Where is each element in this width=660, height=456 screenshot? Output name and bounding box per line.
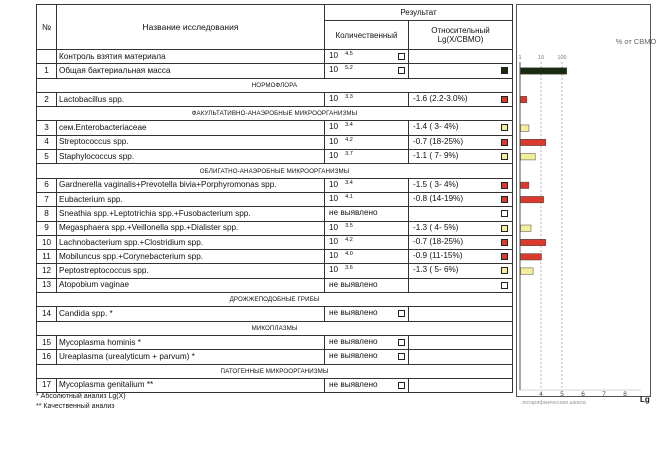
bottom-caption: логарифмическая шкала <box>522 400 586 406</box>
status-color-box <box>501 282 508 289</box>
quantity-value: не выявлено <box>329 208 378 218</box>
relative-cell <box>409 278 513 292</box>
quantity-value: не выявлено <box>329 279 378 289</box>
table-row <box>37 350 513 364</box>
row-number: 13 <box>37 278 57 292</box>
test-name: Mycoplasma genitalium ** <box>57 378 325 392</box>
test-name: Streptococcus spp. <box>57 135 325 149</box>
relative-cell <box>409 335 513 349</box>
relative-cell <box>409 121 513 135</box>
quantity-checkbox <box>398 67 405 74</box>
quantity-base: 10 <box>329 193 339 203</box>
relative-value: -1.4 ( 3- 4%) <box>413 122 459 132</box>
bar <box>521 139 546 145</box>
test-name: Peptostreptococcus spp. <box>57 264 325 278</box>
row-number: 17 <box>37 378 57 392</box>
table-row <box>37 235 513 249</box>
relative-value: -1.5 ( 3- 4%) <box>413 179 459 189</box>
test-name: Candida spp. * <box>57 307 325 321</box>
bar <box>521 154 536 160</box>
quantity-cell <box>325 192 409 206</box>
status-color-box <box>501 182 508 189</box>
relative-cell <box>409 207 513 221</box>
row-number: 2 <box>37 92 57 106</box>
quantity-cell <box>325 350 409 364</box>
quantity-cell <box>325 64 409 78</box>
section-row <box>37 321 513 335</box>
table-row <box>37 335 513 349</box>
test-name: Sneathia spp.+Leptotrichia spp.+Fusobacterium spp. <box>57 207 325 221</box>
header-name: Название исследования <box>57 5 325 50</box>
results-body <box>37 50 513 393</box>
row-number: 7 <box>37 192 57 206</box>
status-color-box <box>501 196 508 203</box>
footnote: ** Качественный анализ <box>36 403 115 410</box>
quantity-cell <box>325 378 409 392</box>
quantity-value <box>329 150 353 163</box>
row-number: 6 <box>37 178 57 192</box>
row-number: 4 <box>37 135 57 149</box>
bar <box>521 268 534 274</box>
table-row <box>37 50 513 64</box>
status-color-box <box>501 253 508 260</box>
test-name: Lachnobacterium spp.+Clostridium spp. <box>57 235 325 249</box>
test-name: Atopobium vaginae <box>57 278 325 292</box>
row-number: 1 <box>37 64 57 78</box>
bar <box>521 196 544 202</box>
status-color-box <box>501 267 508 274</box>
table-row <box>37 192 513 206</box>
quantity-base: 10 <box>329 151 339 161</box>
quantity-exponent: 4.5 <box>345 51 353 57</box>
relative-cell <box>409 221 513 235</box>
relative-cell <box>409 150 513 164</box>
row-number: 16 <box>37 350 57 364</box>
relative-value: -0.8 (14-19%) <box>413 193 464 203</box>
section-row <box>37 293 513 307</box>
section-title: ФАКУЛЬТАТИВНО-АНАЭРОБНЫЕ МИКРООРГАНИЗМЫ <box>37 107 513 121</box>
header-num: № <box>37 5 57 50</box>
status-color-box <box>501 210 508 217</box>
section-title: ПАТОГЕННЫЕ МИКРООРГАНИЗМЫ <box>37 364 513 378</box>
quantity-cell <box>325 178 409 192</box>
quantity-base: 10 <box>329 179 339 189</box>
relative-cell <box>409 250 513 264</box>
status-color-box <box>501 139 508 146</box>
status-color-box <box>501 153 508 160</box>
footnote: * Абсолютный анализ Lg(X) <box>36 393 126 400</box>
row-number: 10 <box>37 235 57 249</box>
bar <box>521 96 527 102</box>
header-relative-line2: Lg(X/СВМО) <box>437 35 484 44</box>
quantity-cell <box>325 250 409 264</box>
relative-value: -0.7 (18-25%) <box>413 136 464 146</box>
table-row <box>37 278 513 292</box>
quantity-base: 10 <box>329 222 339 232</box>
results-table-wrapper <box>36 4 513 393</box>
bar <box>521 125 529 131</box>
header-result: Результат <box>325 5 513 21</box>
quantity-cell <box>325 50 409 64</box>
quantity-base: 10 <box>329 251 339 261</box>
section-title: МИКОПЛАЗМЫ <box>37 321 513 335</box>
quantity-base: 10 <box>329 236 339 246</box>
relative-cell <box>409 50 513 64</box>
relative-cell <box>409 350 513 364</box>
quantity-checkbox <box>398 353 405 360</box>
quantity-base: 10 <box>329 122 339 132</box>
quantity-value <box>329 136 353 149</box>
quantity-value: не выявлено <box>329 379 378 389</box>
quantity-exponent: 4.2 <box>345 136 353 143</box>
bar <box>521 182 529 188</box>
quantity-cell <box>325 221 409 235</box>
test-name: Eubacterium spp. <box>57 192 325 206</box>
footnotes <box>36 392 126 412</box>
test-name: Ureaplasma (urealyticum + parvum) * <box>57 350 325 364</box>
quantity-value <box>329 222 353 235</box>
quantity-exponent: 3.7 <box>345 151 353 158</box>
relative-value: -1.1 ( 7- 9%) <box>413 151 459 161</box>
row-number: 5 <box>37 150 57 164</box>
quantity-cell <box>325 335 409 349</box>
bar <box>521 68 567 74</box>
row-number: 3 <box>37 121 57 135</box>
relative-cell <box>409 378 513 392</box>
table-row <box>37 207 513 221</box>
header-quantitative: Количественный <box>325 21 409 50</box>
quantity-exponent: 3.3 <box>345 93 353 100</box>
quantity-exponent: 3.5 <box>345 222 353 229</box>
quantity-base: 10 <box>329 51 339 60</box>
top-tick-label: 10 <box>537 55 545 61</box>
table-row <box>37 264 513 278</box>
relative-cell <box>409 92 513 106</box>
status-color-box <box>501 239 508 246</box>
section-title: ОБЛИГАТНО-АНАЭРОБНЫЕ МИКРООРГАНИЗМЫ <box>37 164 513 178</box>
bottom-tick-label: 6 <box>581 391 585 398</box>
results-table <box>36 4 513 393</box>
quantity-value: не выявлено <box>329 351 378 361</box>
table-row <box>37 121 513 135</box>
row-number: 9 <box>37 221 57 235</box>
relative-value: -1.3 ( 5- 6%) <box>413 265 459 275</box>
quantity-value <box>329 193 353 206</box>
quantity-value <box>329 93 353 106</box>
row-number: 11 <box>37 250 57 264</box>
quantity-exponent: 3.6 <box>345 265 353 272</box>
quantity-cell <box>325 264 409 278</box>
status-color-box <box>501 225 508 232</box>
status-color-box <box>501 96 508 103</box>
section-row <box>37 164 513 178</box>
quantity-checkbox <box>398 53 405 60</box>
section-title: ДРОЖЖЕПОДОБНЫЕ ГРИБЫ <box>37 293 513 307</box>
quantity-base: 10 <box>329 93 339 103</box>
quantity-cell <box>325 235 409 249</box>
bottom-tick-label: 8 <box>623 391 627 398</box>
test-name: Staphylococcus spp. <box>57 150 325 164</box>
relative-cell <box>409 135 513 149</box>
top-tick-label: 1 <box>518 55 522 61</box>
bottom-tick-label: 4 <box>539 391 543 398</box>
quantity-value <box>329 250 353 263</box>
quantity-base: 10 <box>329 65 339 75</box>
relative-cell <box>409 307 513 321</box>
quantity-value <box>329 236 353 249</box>
relative-cell <box>409 192 513 206</box>
relative-cell <box>409 264 513 278</box>
table-row <box>37 64 513 78</box>
quantity-exponent: 4.2 <box>345 236 353 243</box>
quantity-value <box>329 64 353 77</box>
table-row <box>37 150 513 164</box>
quantity-exponent: 3.4 <box>345 179 353 186</box>
row-number: 8 <box>37 207 57 221</box>
table-row <box>37 178 513 192</box>
relative-cell <box>409 178 513 192</box>
table-row <box>37 378 513 392</box>
quantity-value <box>329 50 353 63</box>
test-name: Mobiluncus spp.+Corynebacterium spp. <box>57 250 325 264</box>
bottom-tick-label: 7 <box>602 391 606 398</box>
table-row <box>37 135 513 149</box>
relative-value: -1.3 ( 4- 5%) <box>413 222 459 232</box>
quantity-cell <box>325 135 409 149</box>
test-name: Mycoplasma hominis * <box>57 335 325 349</box>
bar <box>521 239 546 245</box>
quantity-value <box>329 179 353 192</box>
relative-cell <box>409 235 513 249</box>
test-name: Lactobacillus spp. <box>57 92 325 106</box>
test-name: Общая бактериальная масса <box>57 64 325 78</box>
section-row <box>37 107 513 121</box>
quantity-cell <box>325 307 409 321</box>
relative-value: -0.7 (18-25%) <box>413 236 464 246</box>
quantity-exponent: 4.1 <box>345 193 353 200</box>
header-relative-line1: Относительный <box>431 26 490 35</box>
relative-value: -1.6 (2.2-3.0%) <box>413 93 468 103</box>
quantity-exponent: 5.2 <box>345 65 353 72</box>
status-color-box <box>501 124 508 131</box>
quantity-cell <box>325 278 409 292</box>
relative-value: -0.9 (11-15%) <box>413 251 463 261</box>
bottom-tick-label: 5 <box>560 391 564 398</box>
quantity-checkbox <box>398 382 405 389</box>
relative-cell <box>409 64 513 78</box>
row-number <box>37 50 57 64</box>
quantity-checkbox <box>398 310 405 317</box>
test-name: Megasphaera spp.+Veillonella spp.+Dialister spp. <box>57 221 325 235</box>
top-tick-label: 100 <box>557 55 567 61</box>
section-title: НОРМОФЛОРА <box>37 78 513 92</box>
bar <box>521 254 542 260</box>
quantity-value: не выявлено <box>329 336 378 346</box>
bar <box>521 225 532 231</box>
quantity-value <box>329 121 353 134</box>
quantity-cell <box>325 150 409 164</box>
test-name: сем.Enterobacteriaceae <box>57 121 325 135</box>
status-color-box <box>501 67 508 74</box>
table-row <box>37 307 513 321</box>
row-number: 15 <box>37 335 57 349</box>
table-row <box>37 92 513 106</box>
section-row <box>37 78 513 92</box>
quantity-exponent: 3.4 <box>345 122 353 129</box>
row-number: 12 <box>37 264 57 278</box>
section-row <box>37 364 513 378</box>
table-row <box>37 250 513 264</box>
table-row <box>37 221 513 235</box>
quantity-cell <box>325 207 409 221</box>
quantity-base: 10 <box>329 136 339 146</box>
row-number: 14 <box>37 307 57 321</box>
bottom-axis-label: Lg <box>640 395 650 404</box>
quantity-cell <box>325 92 409 106</box>
quantity-exponent: 4.0 <box>345 251 353 258</box>
quantity-cell <box>325 121 409 135</box>
test-name: Gardnerella vaginalis+Prevotella bivia+Porphyromonas spp. <box>57 178 325 192</box>
quantity-value: не выявлено <box>329 308 378 318</box>
test-name: Контроль взятия материала <box>57 50 325 64</box>
quantity-checkbox <box>398 339 405 346</box>
header-relative <box>409 21 513 50</box>
top-axis-label: % от СВМО <box>615 37 657 46</box>
quantity-value <box>329 264 353 277</box>
quantity-base: 10 <box>329 265 339 275</box>
lg-bar-chart <box>516 4 657 398</box>
